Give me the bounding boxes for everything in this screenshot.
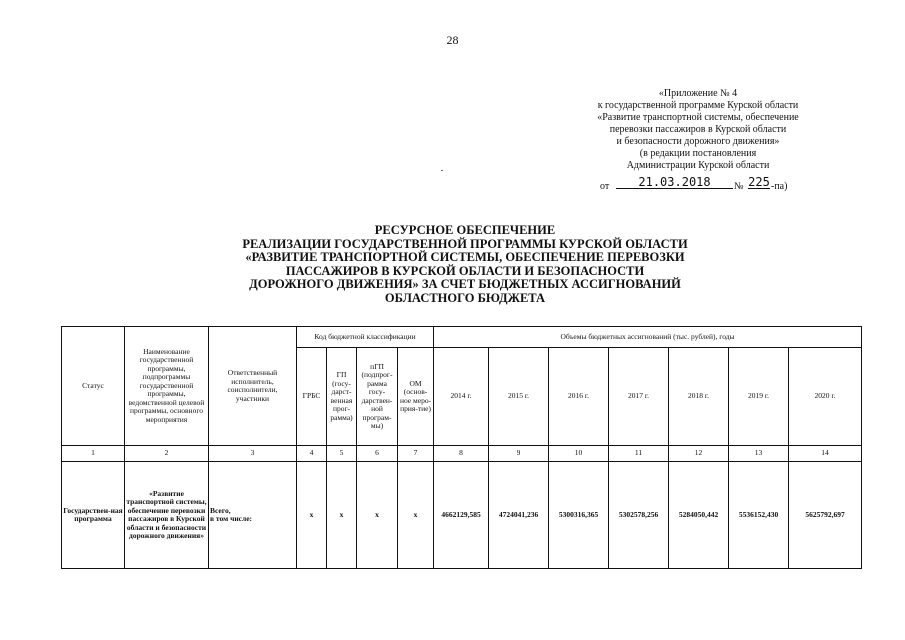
row-om: х (398, 462, 434, 569)
header-pgp: пГП (подпрог-рамма госу-дарствен-ной програм-мы) (357, 348, 398, 446)
title-line: ПАССАЖИРОВ В КУРСКОЙ ОБЛАСТИ И БЕЗОПАСНОСТИ (285, 263, 645, 278)
row-executor-line: Всего, (210, 505, 231, 515)
header-year: 2017 г. (609, 348, 669, 446)
header-gp: ГП (госу-дарст-венная прог-рамма) (327, 348, 357, 446)
title-line: ОБЛАСТНОГО БЮДЖЕТА (384, 290, 546, 305)
column-number: 5 (327, 446, 357, 462)
column-number: 1 (62, 446, 125, 462)
column-number: 4 (297, 446, 327, 462)
header-year: 2020 г. (789, 348, 862, 446)
appendix-line: к государственной программе Курской области (597, 100, 799, 111)
row-status: Государствен-ная программа (62, 462, 125, 569)
column-number: 11 (609, 446, 669, 462)
header-executor: Ответственный исполнитель, соисполнители, участники (209, 327, 297, 446)
header-name: Наименование государственной программы, подпрограммы государственной программы, ведомственной целевой программы, основного мероприятия (125, 327, 209, 446)
header-grbs: ГРБС (297, 348, 327, 446)
appendix-line: перевозки пассажиров в Курской области (609, 124, 787, 135)
row-executor-line: в том числе: (210, 514, 253, 523)
column-number: 6 (357, 446, 398, 462)
column-number: 3 (209, 446, 297, 462)
resolution-date: 21.03.2018 (616, 176, 733, 189)
header-om: ОМ (основ-ное меро-прия-тие) (398, 348, 434, 446)
appendix-block (558, 88, 838, 194)
column-number: 9 (489, 446, 549, 462)
appendix-line: (в редакции постановления (639, 148, 757, 159)
header-year: 2015 г. (489, 348, 549, 446)
number-label: № (734, 181, 744, 192)
row-value: 5284050,442 (669, 462, 729, 569)
row-gp: х (327, 462, 357, 569)
header-year: 2014 г. (434, 348, 489, 446)
header-year: 2018 г. (669, 348, 729, 446)
header-year: 2016 г. (549, 348, 609, 446)
column-number: 12 (669, 446, 729, 462)
column-number: 14 (789, 446, 862, 462)
column-number: 8 (434, 446, 489, 462)
header-row-1 (62, 327, 862, 348)
column-number: 2 (125, 446, 209, 462)
number-suffix: -па) (771, 181, 788, 192)
row-value: 5625792,697 (789, 462, 862, 569)
document-title (200, 224, 730, 305)
ot-label: от (600, 181, 610, 192)
row-name: «Развитие транспортной системы, обеспечение перевозки пассажиров в Курской области и безопасности дорожного движения» (125, 462, 209, 569)
title-line: ДОРОЖНОГО ДВИЖЕНИЯ» ЗА СЧЕТ БЮДЖЕТНЫХ АССИГНОВАНИЙ (249, 277, 681, 291)
title-line: РЕСУРСНОЕ ОБЕСПЕЧЕНИЕ (374, 223, 556, 237)
row-executor (209, 462, 297, 569)
row-value: 5300316,365 (549, 462, 609, 569)
header-budget-code-group: Код бюджетной классификации (297, 327, 434, 348)
column-number: 7 (398, 446, 434, 462)
appendix-line: и безопасности дорожного движения» (616, 136, 780, 147)
header-year: 2019 г. (729, 348, 789, 446)
appendix-line: Администрации Курской области (626, 160, 770, 171)
table-row (62, 462, 862, 569)
row-grbs: х (297, 462, 327, 569)
appendix-line: «Приложение № 4 (658, 88, 738, 99)
appendix-line: «Развитие транспортной системы, обеспечение (597, 112, 799, 123)
resolution-number: 225 (748, 175, 770, 189)
column-number: 10 (549, 446, 609, 462)
page-number: 28 (446, 33, 459, 47)
column-number-row (62, 446, 862, 462)
title-line: РЕАЛИЗАЦИИ ГОСУДАРСТВЕННОЙ ПРОГРАММЫ КУРСКОЙ ОБЛАСТИ (242, 236, 688, 251)
row-value: 4662129,585 (434, 462, 489, 569)
scan-speck (441, 170, 443, 171)
header-volumes-group: Объемы бюджетных ассигнований (тыс. рублей), годы (434, 327, 862, 348)
row-value: 4724041,236 (489, 462, 549, 569)
row-pgp: х (357, 462, 398, 569)
budget-table (61, 326, 862, 569)
resolution-date-row (558, 176, 838, 194)
title-line: «РАЗВИТИЕ ТРАНСПОРТНОЙ СИСТЕМЫ, ОБЕСПЕЧЕНИЕ ПЕРЕВОЗКИ (245, 250, 685, 264)
row-value: 5302578,256 (609, 462, 669, 569)
column-number: 13 (729, 446, 789, 462)
header-status: Статус (62, 327, 125, 446)
row-value: 5536152,430 (729, 462, 789, 569)
